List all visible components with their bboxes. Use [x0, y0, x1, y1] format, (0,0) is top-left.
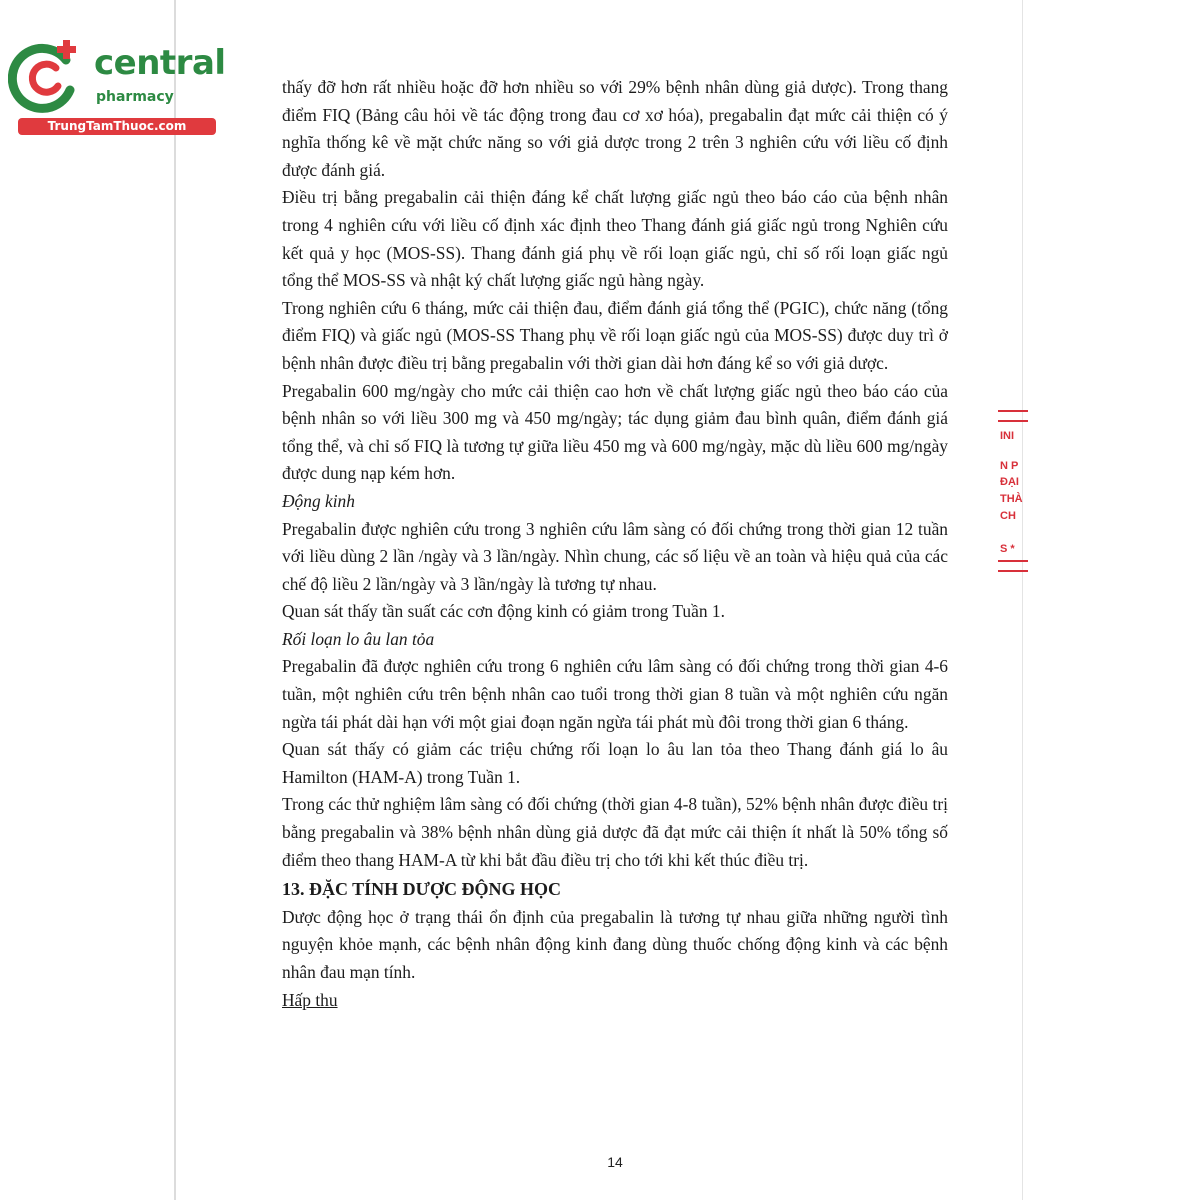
paragraph: Quan sát thấy có giảm các triệu chứng rối loạn lo âu lan tỏa theo Thang đánh giá lo âu Hamilton (HAM-A) trong Tuần 1.: [282, 739, 948, 787]
paragraph: Điều trị bằng pregabalin cải thiện đáng kể chất lượng giấc ngủ theo báo cáo của bệnh nhân trong 4 nghiên cứu với liều cố định xác định theo Thang đánh giá giấc ngủ trong Nghiên cứu kết quả y học (MOS-SS). Thang đánh giá phụ về rối loạn giấc ngủ, chỉ số rối loạn giấc ngủ tổng thể MOS-SS và nhật ký chất lượng giấc ngủ hàng ngày.: [282, 187, 948, 291]
section-heading-epilepsy: Động kinh: [282, 490, 355, 511]
document-body: [282, 74, 948, 1014]
stamp-text: N P: [1000, 460, 1019, 472]
stamp-bar: [998, 560, 1028, 562]
binding-margin-line: [174, 0, 176, 1200]
paragraph: Trong nghiên cứu 6 tháng, mức cải thiện đau, điểm đánh giá tổng thể (PGIC), chức năng (tổng điểm FIQ) và giấc ngủ (MOS-SS Thang phụ về rối loạn giấc ngủ của MOS-SS) được duy trì ở bệnh nhân được điều trị bằng pregabalin với thời gian dài hơn đáng kể so với giả dược.: [282, 297, 948, 373]
logo-url-banner: TrungTamThuoc.com: [18, 118, 216, 135]
section-heading-anxiety: Rối loạn lo âu lan tỏa: [282, 628, 435, 649]
logo-brand-text: central: [94, 43, 226, 83]
logo-subtitle: pharmacy: [96, 89, 174, 105]
central-pharmacy-logo: [8, 38, 226, 136]
paragraph: thấy đỡ hơn rất nhiều hoặc đỡ hơn nhiều so với 29% bệnh nhân dùng giả dược). Trong thang điểm FIQ (Bảng câu hỏi về tác động trong đau cơ xơ hóa), pregabalin đạt mức cải thiện có ý nghĩa thống kê về mặt chức năng so với giả dược trong 2 trên 3 nghiên cứu với liều cố định được đánh giá.: [282, 77, 948, 180]
paragraph: Pregabalin được nghiên cứu trong 3 nghiên cứu lâm sàng có đối chứng trong thời gian 12 tuần với liều dùng 2 lần /ngày và 3 lần/ngày. Nhìn chung, các số liệu về an toàn và hiệu quả của các chế độ liều 2 lần/ngày và 3 lần/ngày là tương tự nhau.: [282, 518, 948, 594]
subheading-absorption: Hấp thu: [282, 989, 338, 1010]
section-heading-pharmacokinetics: 13. ĐẶC TÍNH DƯỢC ĐỘNG HỌC: [282, 879, 562, 900]
page-edge-line: [1022, 0, 1023, 1200]
stamp-text: ĐẠI: [1000, 476, 1019, 488]
page-number: 14: [607, 1154, 623, 1170]
paragraph: Quan sát thấy tần suất các cơn động kinh có giảm trong Tuần 1.: [282, 601, 725, 622]
stamp-bar: [998, 410, 1028, 412]
stamp-bar: [998, 420, 1028, 422]
pharmacy-cross-logo-icon: [8, 38, 84, 114]
paragraph: Dược động học ở trạng thái ổn định của pregabalin là tương tự nhau giữa những người tình nguyện khỏe mạnh, các bệnh nhân động kinh đang dùng thuốc chống động kinh và các bệnh nhân đau mạn tính.: [282, 906, 948, 982]
paragraph: Pregabalin đã được nghiên cứu trong 6 nghiên cứu lâm sàng có đối chứng trong thời gian 4-6 tuần, một nghiên cứu trên bệnh nhân cao tuổi trong thời gian 8 tuần và một nghiên cứu ngăn ngừa tái phát dài hạn với một giai đoạn ngăn ngừa tái phát mù đôi trong thời gian 6 tháng.: [282, 656, 948, 732]
stamp-text: S *: [1000, 543, 1015, 555]
stamp-text: THÀ: [1000, 493, 1023, 505]
red-stamp-fragment: [996, 408, 1030, 578]
paragraph: Pregabalin 600 mg/ngày cho mức cải thiện cao hơn về chất lượng giấc ngủ theo báo cáo của bệnh nhân so với liều 300 mg và 450 mg/ngày; tác dụng giảm đau bình quân, điểm đánh giá tổng thể, và chỉ số FIQ là tương tự giữa liều 450 mg và 600 mg/ngày, mặc dù liều 600 mg/ngày được dung nạp kém hơn.: [282, 380, 948, 484]
paragraph: Trong các thử nghiệm lâm sàng có đối chứng (thời gian 4-8 tuần), 52% bệnh nhân được điều trị bằng pregabalin và 38% bệnh nhân dùng giả dược đã đạt mức cải thiện ít nhất là 50% tổng số điểm theo thang HAM-A từ khi bắt đầu điều trị cho tới khi kết thúc điều trị.: [282, 794, 948, 870]
stamp-text: INI: [1000, 430, 1015, 442]
stamp-text: CH: [1000, 510, 1016, 522]
stamp-bar: [998, 570, 1028, 572]
